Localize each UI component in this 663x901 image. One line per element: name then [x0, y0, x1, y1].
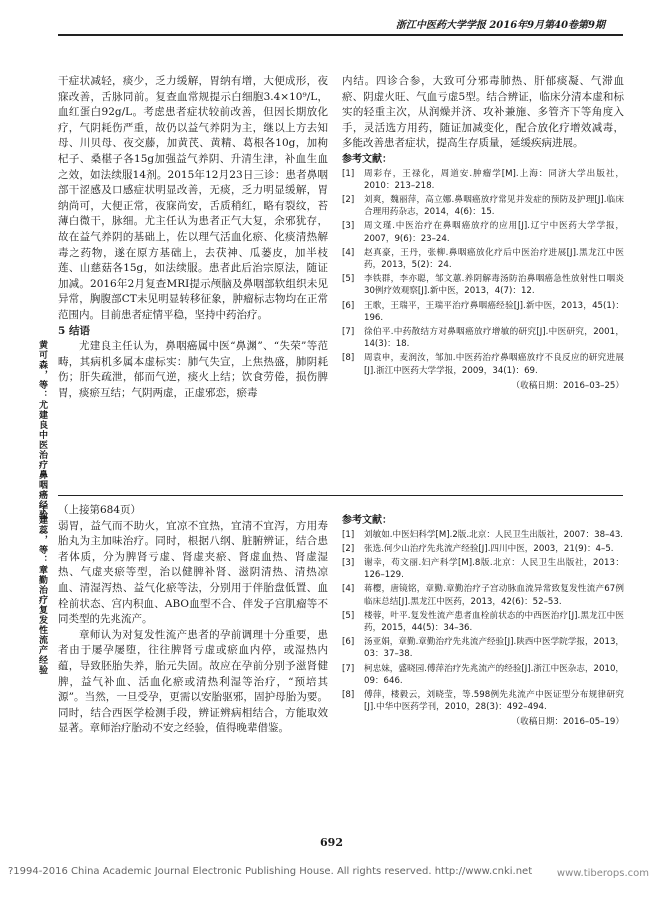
- article2-body2: 章师认为对复发性流产患者的孕前调理十分重要，患者由于屡孕屡堕，往往脾肾亏虚或瘀血内停，或湿热内蕴，导致胚胎失养，胎元失固。故应在孕前分别予滋肾健脾，益气补血、活血化瘀或清热利湿等治疗，“预培其源”。当然，一旦受孕，更需以安胎驱邪，固护母胎为要。同时，结合西医学检测手段，辨证辨病相结合，方能取效显著。章师治疗胎动不安之经验，值得晚辈借鉴。: [58, 628, 328, 735]
- reference-list: [342, 529, 624, 714]
- page-number: 692: [320, 836, 343, 849]
- reference-item: [7] 徐伯平.中药散结方对鼻咽癌放疗增敏的研究[J].中医研究，2001，14(3)：18.: [342, 327, 624, 350]
- article-divider: [58, 495, 623, 496]
- header-rule: [58, 34, 623, 36]
- article1-body: 干症状减轻，痰少，乏力缓解，胃纳有增，大便成形，夜寐改善，舌脉同前。复查血常规提示白细胞3.4×10⁹/L，血红蛋白92g/L。考虑患者症状较前改善，但因长期放化疗，气阴耗伤严重，故仍以益气养阴为主，继以上方去知母、川贝母、夜交藤，加黄芪、黄精、葛根各10g，加枸杞子、桑椹子各15g加强益气养阴、升清生津，补血生血之效，如法续服14剂。2015年12月23日三诊：患者鼻咽部干涩感及口感症状明显改善，无痰，乏力明显缓解，胃纳尚可，大便正常，夜寐尚安，舌质稍红，略有裂纹，苔薄白微干，脉细。尤主任认为患者正气大复，余邪犹存，故在益气养阴的基础上，佐以理气活血化瘀、化痰清热解毒之药物，遂在原方基础上，去茯神、瓜蒌皮，加半枝莲、山慈菇各15g，如法续服。患者此后治宗原法，随证加减。2016年2月复查MRI提示颅脑及鼻咽部软组织未见异常，胸腹部CT未见明显转移征象，肿瘤标志物均在正常范围内。目前患者症情平稳，坚持中药治疗。: [58, 75, 328, 321]
- reference-item: [5] 楼蓉，叶平.复发性流产患者血栓前状态的中西医治疗[J].黑龙江中医药，2015，44(5)：34–36.: [342, 610, 624, 634]
- article1-right-column: [342, 74, 624, 394]
- reference-item: [2] 张选.何少山治疗先兆流产经验[J].四川中医，2003，21(9)：4–5.: [342, 543, 614, 554]
- reference-item: [3] 谢幸，苟文丽.妇产科学[M].8版.北京：人民卫生出版社，2013：126–129.: [342, 558, 624, 581]
- side-running-title-bottom: 丁建蕊，等：章勤治疗复发性流产经验: [37, 505, 47, 675]
- references-title: 参考文献：: [342, 515, 392, 526]
- continuation-note: （上接第684页）: [58, 504, 142, 516]
- reference-item: [5] 李铁群，李亦聪，邹文蕙.养阴解毒汤防治鼻咽癌急性放射性口咽炎30例疗效观察[J].新中医，2013，4(7)：12.: [342, 274, 624, 297]
- article2-right-column: [342, 513, 624, 731]
- reference-item: [4] 蒋樱，唐镜铭，章勤.章勤治疗子宫动脉血流异常致复发性流产67例临床总结[J].黑龙江中医药，2013，42(6)：52–53.: [342, 584, 624, 607]
- reference-item: [7] 柯忠妹，盛晓园.傅萍治疗先兆流产的经验[J].浙江中医杂志，2010，09：646.: [342, 663, 625, 686]
- article2-body: 弱胃，益气而不助火，宜凉不宜热，宜清不宜泻，方用寿胎丸为主加味治疗。同时，根据八纲、脏腑辨证，结合患者体质，分为脾肾亏虚、肾虚夹瘀、肾虚血热、肾虚湿热、气虚夹瘀等型，治以健脾补肾、滋阴清热、清热凉血、清湿泻热、益气化瘀等法，分别用于伴胎盘低置、血栓前状态、宫内积血、ABO血型不合、伴发子宫肌瘤等不同类型的先兆流产。: [58, 519, 328, 626]
- article2-left-column: [58, 503, 328, 737]
- reference-item: [8] 周袁申，麦润汝，邹加.中医药治疗鼻咽癌放疗不良反应的研究进展[J].浙江中医药大学学报，2009，34(1)：69.: [342, 353, 624, 376]
- reference-item: [6] 汤亚娟，章勤.章勤治疗先兆流产经验[J].陕西中医学院学报，2013，03：37–38.: [342, 637, 625, 660]
- watermark: www.tiberops.com: [556, 868, 649, 879]
- reference-item: [8] 傅萍，楼毅云，刘晓莹，等.598例先兆流产中医证型分布规律研究[J].中华中医药学刊，2010，28(3)：492–494.: [342, 690, 624, 713]
- article1-conclusion: 尤建良主任认为，鼻咽癌属中医“鼻渊”、“失荣”等范畴，其病机多属本虚标实：肺气失宣，上焦热盛，肺阴耗伤；肝失疏泄，郁而气逆，痰火上结；饮食劳倦，损伤脾胃，痰瘀互结；气阴两虚，正虚邪恋，瘀毒: [58, 340, 328, 399]
- reference-item: [6] 王歌，王瑞平，王瑞平治疗鼻咽癌经验[J].新中医，2013，45(1)：196.: [342, 300, 624, 323]
- article1-left-column: [58, 74, 328, 401]
- article1-right-body: 内结。四诊合参，大致可分邪毒肺热、肝郁痰凝、气滞血瘀、阴虚火旺、气血亏虚5型。结合辨证，临床分清本虚和标实的轻重主次，从润燥并济、攻补兼施、多管齐下等角度入手，灵活选方用药，随证加减变化，配合放化疗增效减毒，多能改善患者症状，提高生存质量，延缓疾病进展。: [342, 75, 624, 150]
- section-title-conclusion: 5 结语: [58, 324, 90, 337]
- references-title: 参考文献：: [342, 153, 392, 165]
- side-running-title-top: 黄可森，等：尤建良中医治疗鼻咽癌经验: [37, 340, 47, 520]
- received-date: （收稿日期：2016–05–19）: [511, 717, 624, 728]
- reference-item: [1] 周彩存，王禄化，周道安.肿瘤学[M].上海：同济大学出版社，2010：213–218.: [342, 168, 624, 191]
- journal-header: 浙江中医药大学学报 2016年9月第40卷第9期: [395, 20, 605, 31]
- reference-item: [4] 赵真豪，王丹，张柳.鼻咽癌放化疗后中医治疗进展[J].黑龙江中医药，2013，5(2)：24.: [342, 247, 624, 270]
- reference-item: [2] 刘爽，魏丽萍，高立娜.鼻咽癌放疗常见并发症的预防及护理[J].临床合理用药杂志，2014，4(6)：15.: [342, 194, 624, 218]
- reference-item: [1] 刘敏如.中医妇科学[M].2版.北京：人民卫生出版社，2007：38–43.: [342, 529, 624, 540]
- received-date: （收稿日期：2016–03–25）: [511, 380, 624, 391]
- copyright-footer: ?1994-2016 China Academic Journal Electronic Publishing House. All rights reserved. http://www.cnki.net: [8, 866, 533, 877]
- reference-item: [3] 周文瑾.中医治疗在鼻咽癌放疗的应用[J].辽宁中医药大学学报，2007，9(6)：23–24.: [342, 221, 624, 244]
- reference-list: [342, 168, 624, 377]
